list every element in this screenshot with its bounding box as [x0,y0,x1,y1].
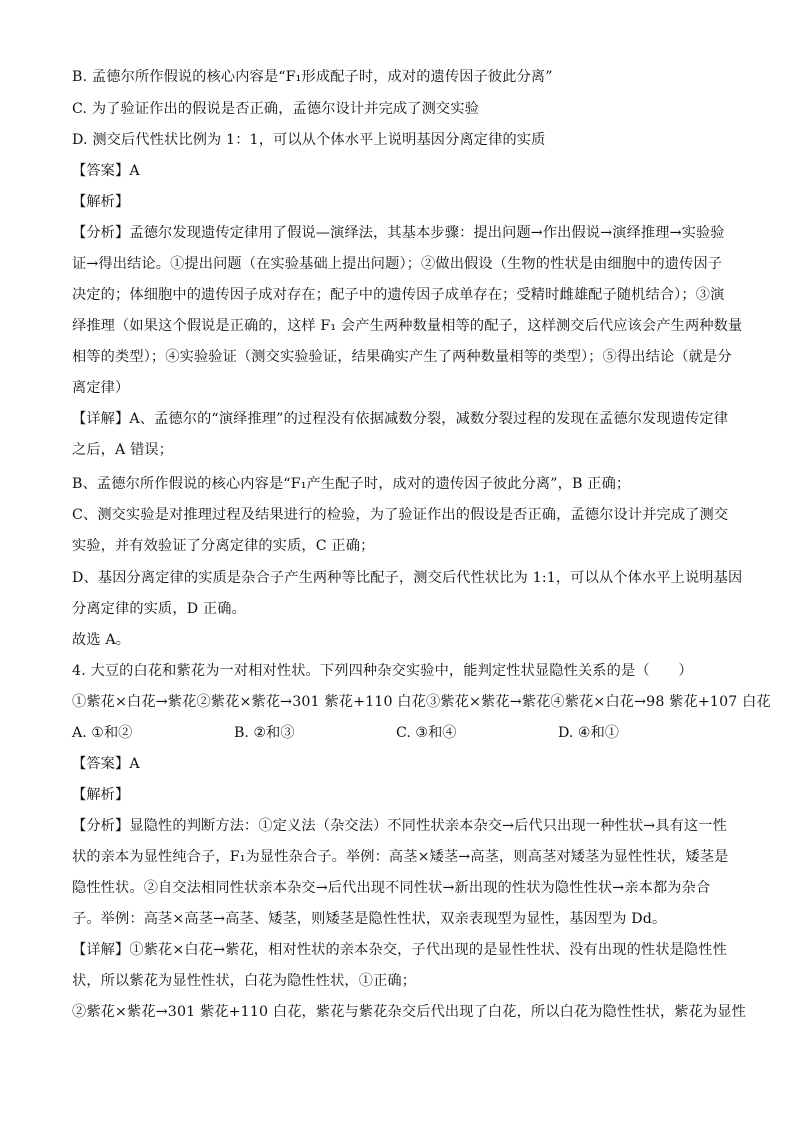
analysis-paragraph-line: 【分析】显隐性的判断方法：①定义法（杂交法）不同性状亲本杂交→后代只出现一种性状→具有这一性 [72,818,727,834]
option-d-line: D. 测交后代性状比例为 1：1，可以从个体水平上说明基因分离定律的实质 [72,132,546,148]
analysis-paragraph-line: 决定的；体细胞中的遗传因子成对存在；配子中的遗传因子成单存在；受精时雌雄配子随机结合）；③演 [72,287,725,303]
analysis-paragraph-line: 隐性性状。②自交法相同性状亲本杂交→后代出现不同性状→新出现的性状为隐性性状→亲本都为杂合 [72,880,711,896]
analysis-heading: 【解析】 [72,787,130,803]
analysis-paragraph-line: 【分析】孟德尔发现遗传定律用了假说—演绎法，其基本步骤：提出问题→作出假说→演绎推理→实验验 [72,225,725,241]
analysis-paragraph-line: 证→得出结论。①提出问题（在实验基础上提出问题）；②做出假设（生物的性状是由细胞中的遗传因子 [72,256,723,272]
analysis-paragraph-line: 绎推理（如果这个假说是正确的，这样 F₁ 会产生两种数量相等的配子，这样测交后代应该会产生两种数量 [72,318,743,334]
detail-paragraph-line: D、基因分离定律的实质是杂合子产生两种等比配子，测交后代性状比为 1:1，可以从个体水平上说明基因 [72,570,743,586]
analysis-paragraph-line: 离定律） [72,380,130,396]
analysis-heading: 【解析】 [72,194,130,210]
detail-paragraph-line: 分离定律的实质，D 正确。 [72,601,246,617]
conclusion-line: 故选 A。 [72,632,131,648]
option-d: D. ④和① [558,725,619,741]
option-a: A. ①和② [72,725,133,741]
option-c: C. ③和④ [396,725,457,741]
detail-paragraph-line: ②紫花×紫花→301 紫花+110 白花，紫花与紫花杂交后代出现了白花，所以白花为隐性性状，紫花为显性 [72,1004,746,1020]
analysis-paragraph-line: 状的亲本为显性纯合子，F₁为显性杂合子。举例：高茎×矮茎→高茎，则高茎对矮茎为显性性状，矮茎是 [72,849,729,865]
detail-paragraph-line: 实验，并有效验证了分离定律的实质，C 正确； [72,538,375,554]
detail-paragraph-line: 【详解】A、孟德尔的“演绎推理”的过程没有依据减数分裂，减数分裂过程的发现在孟德尔发现遗传定律 [72,411,729,427]
analysis-paragraph-line: 子。举例：高茎×高茎→高茎、矮茎，则矮茎是隐性性状，双亲表现型为显性，基因型为 Dd。 [72,911,667,927]
analysis-paragraph-line: 相等的类型）；④实验验证（测交实验验证，结果确实产生了两种数量相等的类型）；⑤得出结论（就是分 [72,349,732,365]
question-4-crosses: ①紫花×白花→紫花②紫花×紫花→301 紫花+110 白花③紫花×紫花→紫花④紫花×白花→98 紫花+107 白花 [72,694,771,710]
option-b-line: B. 孟德尔所作假说的核心内容是“F₁形成配子时，成对的遗传因子彼此分离” [72,69,553,85]
option-b: B. ②和③ [234,725,295,741]
detail-paragraph-line: 【详解】①紫花×白花→紫花，相对性状的亲本杂交，子代出现的是显性性状、没有出现的性状是隐性性 [72,942,727,958]
detail-paragraph-line: C、测交实验是对推理过程及结果进行的检验，为了验证作出的假设是否正确，孟德尔设计并完成了测交 [72,507,729,523]
detail-paragraph-line: 状，所以紫花为显性性状，白花为隐性性状，①正确； [72,973,417,989]
question-4-stem: 4. 大豆的白花和紫花为一对相对性状。下列四种杂交实验中，能判定性状显隐性关系的是（ ） [72,663,693,679]
option-c-line: C. 为了验证作出的假说是否正确，孟德尔设计并完成了测交实验 [72,101,479,117]
answer-line: 【答案】A [72,756,140,772]
answer-line: 【答案】A [72,163,140,179]
detail-paragraph-line: 之后，A 错误； [72,442,174,458]
detail-paragraph-line: B、孟德尔所作假说的核心内容是“F₁产生配子时，成对的遗传因子彼此分离”，B 正确； [72,476,631,492]
